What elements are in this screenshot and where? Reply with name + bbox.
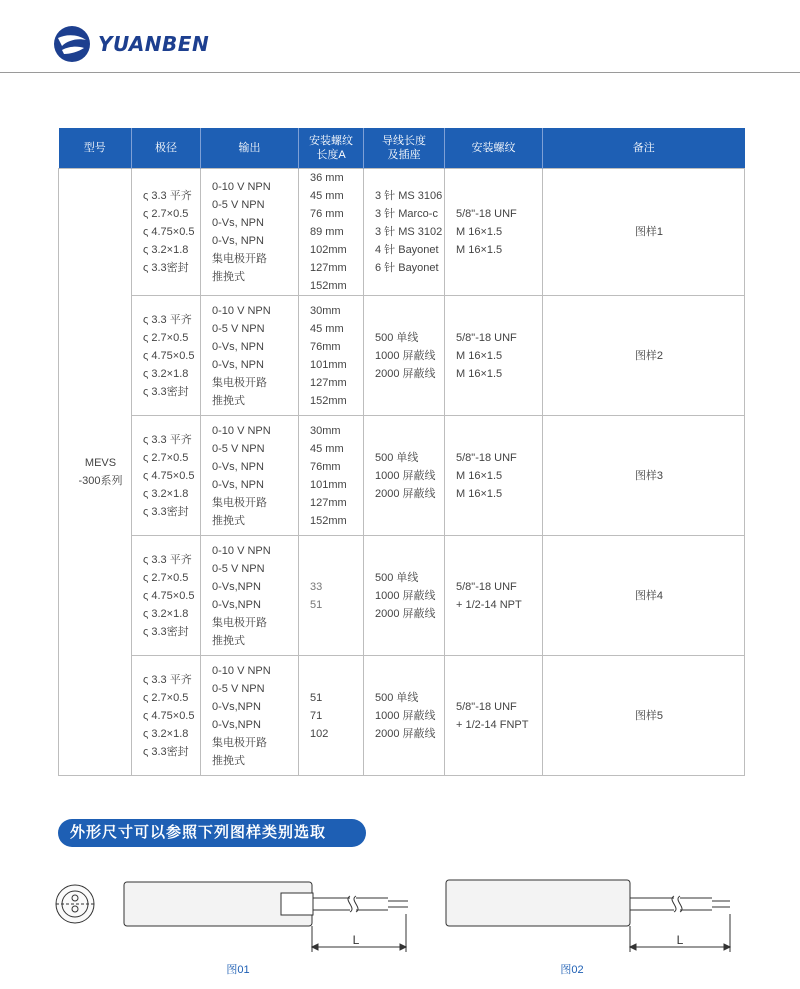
cell-line: 152mm — [310, 280, 347, 292]
cell-line: 集电极开路 — [212, 253, 267, 265]
cell-line: ς 4.75×0.5 — [143, 469, 195, 482]
brand-name: YUANBEN — [98, 32, 210, 56]
cell-line: M 16×1.5 — [456, 367, 503, 380]
cell-line: 0-Vs,NPN — [212, 718, 261, 731]
cell-line: 45 mm — [310, 442, 344, 455]
figure-02-dim-label: L — [676, 933, 684, 947]
cell-line: 0-10 V NPN — [212, 181, 271, 193]
header-text: 备注 — [632, 142, 655, 154]
cell-line: 51 — [310, 598, 323, 611]
cell-line: ς 3.3密封 — [143, 745, 189, 758]
wire-leads — [388, 901, 408, 907]
cell-line: 3 针 Marco-c — [375, 208, 438, 220]
header-model — [59, 128, 132, 169]
cell-line: 500 单线 — [375, 691, 419, 704]
table-row — [59, 296, 745, 416]
cable-outer-3 — [630, 898, 674, 910]
note-cell: 图样2 — [543, 296, 745, 416]
cell-line: 0-5 V NPN — [212, 682, 265, 695]
figure-02-drawing — [446, 880, 730, 952]
model-text: MEVS — [84, 457, 117, 469]
cell-line: 1000 屏蔽线 — [375, 469, 436, 482]
cell-line: 30mm — [310, 304, 341, 317]
cable-outer — [313, 898, 350, 910]
figure-01-caption: 图01 — [226, 964, 250, 976]
header-length — [299, 128, 364, 169]
cell-line: ς 3.2×1.8 — [143, 727, 189, 740]
header-text: 输出 — [238, 142, 261, 154]
cell-line: 5/8"-18 UNF — [456, 700, 517, 713]
cell-line: M 16×1.5 — [456, 349, 503, 362]
cell-line: 集电极开路 — [212, 736, 267, 749]
note-cell: 图样4 — [543, 536, 745, 656]
cell-line: 45 mm — [310, 190, 344, 202]
cell-line: 推挽式 — [212, 634, 245, 647]
cell-line: ς 4.75×0.5 — [143, 349, 195, 362]
output-cell — [201, 536, 299, 656]
cell-line: 0-5 V NPN — [212, 322, 265, 335]
cell-line: 2000 屏蔽线 — [375, 367, 436, 380]
cell-line: 0-Vs, NPN — [212, 358, 264, 371]
cell-line: 推挽式 — [212, 271, 245, 283]
wire-leads-2 — [712, 901, 730, 907]
cell-line: ς 3.2×1.8 — [143, 244, 189, 256]
cell-line: 45 mm — [310, 322, 344, 335]
pole-cell — [132, 536, 201, 656]
outline-drawing-svg — [0, 860, 800, 984]
cell-line: 76 mm — [310, 208, 344, 220]
length-cell — [299, 296, 364, 416]
cell-line: ς 2.7×0.5 — [143, 331, 189, 344]
cell-line: ς 3.3密封 — [143, 385, 189, 398]
cell-line: + 1/2-14 NPT — [456, 598, 522, 611]
cell-line: + 1/2-14 FNPT — [456, 718, 529, 731]
cell-line: M 16×1.5 — [456, 226, 503, 238]
cell-line: 集电极开路 — [212, 496, 267, 509]
cell-line: 0-Vs, NPN — [212, 217, 264, 229]
cell-line: 集电极开路 — [212, 616, 267, 629]
cell-line: 76mm — [310, 460, 341, 473]
table-row — [59, 169, 745, 296]
cell-line: M 16×1.5 — [456, 244, 503, 256]
cell-line: ς 4.75×0.5 — [143, 589, 195, 602]
cell-line: 36 mm — [310, 172, 344, 184]
cell-line: 5/8"-18 UNF — [456, 208, 517, 220]
cell-line: 0-5 V NPN — [212, 199, 265, 211]
length-cell — [299, 169, 364, 296]
cell-line: 5/8"-18 UNF — [456, 331, 517, 344]
thread-cell — [445, 656, 543, 776]
cable-outer-2 — [356, 898, 388, 910]
output-cell — [201, 416, 299, 536]
pole-cell — [132, 169, 201, 296]
header-text: 及插座 — [387, 149, 421, 161]
cell-line: 127mm — [310, 262, 347, 274]
cell-line: ς 3.3 平齐 — [143, 433, 192, 446]
cell-line: ς 3.3密封 — [143, 625, 189, 638]
wire-cell — [364, 656, 445, 776]
cell-line: 500 单线 — [375, 571, 419, 584]
cell-line: 2000 屏蔽线 — [375, 487, 436, 500]
note-cell: 图样1 — [543, 169, 745, 296]
cell-line: ς 2.7×0.5 — [143, 451, 189, 464]
cell-line: 0-10 V NPN — [212, 424, 271, 437]
cell-line: 3 针 MS 3102 — [375, 226, 443, 238]
header-divider — [0, 72, 800, 73]
header-text: 型号 — [83, 142, 106, 154]
cell-line: 500 单线 — [375, 331, 419, 344]
outline-drawings — [0, 860, 800, 984]
cell-line: 51 — [310, 691, 323, 704]
cell-line: 6 针 Bayonet — [375, 262, 439, 274]
yuanben-logo-icon — [52, 24, 92, 64]
thread-cell — [445, 296, 543, 416]
cell-line: 0-10 V NPN — [212, 664, 271, 677]
cell-line: 集电极开路 — [212, 376, 267, 389]
table-header-row — [59, 128, 745, 169]
wire-cell — [364, 416, 445, 536]
pole-cell — [132, 656, 201, 776]
cell-line: 152mm — [310, 514, 347, 527]
header-text: 安装螺纹 — [309, 135, 353, 147]
table-row — [59, 536, 745, 656]
cell-line: ς 4.75×0.5 — [143, 709, 195, 722]
cell-line: 0-10 V NPN — [212, 544, 271, 557]
header-wire — [364, 128, 445, 169]
cell-line: ς 3.3 平齐 — [143, 553, 192, 566]
pole-cell — [132, 416, 201, 536]
cell-line: 0-5 V NPN — [212, 562, 265, 575]
spec-table — [58, 128, 745, 776]
length-cell — [299, 416, 364, 536]
cell-line: 0-Vs, NPN — [212, 460, 264, 473]
cell-line: 30mm — [310, 424, 341, 437]
header-text: 安装螺纹 — [471, 142, 516, 154]
output-cell — [201, 656, 299, 776]
cell-line: ς 3.2×1.8 — [143, 367, 189, 380]
header-output — [201, 128, 299, 169]
cell-line: 0-Vs, NPN — [212, 340, 264, 353]
wire-cell — [364, 536, 445, 656]
note-cell: 图样3 — [543, 416, 745, 536]
note-cell: 图样5 — [543, 656, 745, 776]
cell-line: 127mm — [310, 496, 347, 509]
cell-line: ς 2.7×0.5 — [143, 691, 189, 704]
wire-cell — [364, 296, 445, 416]
cell-line: 76mm — [310, 340, 341, 353]
length-cell — [299, 536, 364, 656]
figure-01-dim-label: L — [352, 933, 360, 947]
cell-line: M 16×1.5 — [456, 487, 503, 500]
cell-line: 0-Vs,NPN — [212, 580, 261, 593]
sensor-body-2 — [446, 880, 630, 926]
cell-line: 101mm — [310, 478, 347, 491]
cell-line: ς 4.75×0.5 — [143, 226, 195, 238]
sensor-connector — [281, 893, 313, 915]
cell-line: 1000 屏蔽线 — [375, 589, 436, 602]
cell-line: 推挽式 — [212, 394, 245, 407]
section-title: 外形尺寸可以参照下列图样类别选取 — [58, 819, 366, 847]
header-text: 极径 — [155, 142, 177, 154]
pole-cell — [132, 296, 201, 416]
figure-02-caption: 图02 — [560, 964, 584, 976]
cell-line: 152mm — [310, 394, 347, 407]
model-cell — [59, 169, 132, 776]
cell-line: 71 — [310, 709, 323, 722]
cell-line: 102mm — [310, 244, 347, 256]
length-cell — [299, 656, 364, 776]
wire-cell — [364, 169, 445, 296]
cell-line: 101mm — [310, 358, 347, 371]
cell-line: ς 2.7×0.5 — [143, 571, 189, 584]
brand-logo — [52, 24, 209, 64]
header-note — [543, 128, 745, 169]
cell-line: 0-5 V NPN — [212, 442, 265, 455]
cell-line: 推挽式 — [212, 514, 245, 527]
cell-line: 0-Vs, NPN — [212, 478, 264, 491]
thread-cell — [445, 416, 543, 536]
cell-line: 推挽式 — [212, 754, 245, 767]
header-text: 长度A — [316, 149, 346, 161]
output-cell — [201, 296, 299, 416]
cell-line: 5/8"-18 UNF — [456, 451, 517, 464]
thread-cell — [445, 169, 543, 296]
cell-line: 102 — [310, 727, 329, 740]
cell-line: ς 3.2×1.8 — [143, 487, 189, 500]
cell-line: ς 3.2×1.8 — [143, 607, 189, 620]
table-row — [59, 416, 745, 536]
cell-line: ς 3.3 平齐 — [143, 190, 192, 202]
cell-line: 1000 屏蔽线 — [375, 709, 436, 722]
cell-line: ς 2.7×0.5 — [143, 208, 189, 220]
cell-line: 2000 屏蔽线 — [375, 607, 436, 620]
header-thread — [445, 128, 543, 169]
cell-line: ς 3.3密封 — [143, 262, 189, 274]
thread-cell — [445, 536, 543, 656]
cell-line: 5/8"-18 UNF — [456, 580, 517, 593]
header-text: 导线长度 — [382, 135, 426, 147]
cell-line: ς 3.3密封 — [143, 505, 189, 518]
cell-line: 4 针 Bayonet — [375, 244, 439, 256]
cell-line: 0-10 V NPN — [212, 304, 271, 317]
cell-line: 33 — [310, 580, 323, 593]
cell-line: 127mm — [310, 376, 347, 389]
cell-line: ς 3.3 平齐 — [143, 673, 192, 686]
cell-line: 2000 屏蔽线 — [375, 727, 436, 740]
table-row — [59, 656, 745, 776]
cable-outer-4 — [680, 898, 712, 910]
cell-line: 3 针 MS 3106 — [375, 190, 443, 202]
cell-line: 500 单线 — [375, 451, 419, 464]
output-cell — [201, 169, 299, 296]
cell-line: 0-Vs,NPN — [212, 598, 261, 611]
model-text: -300系列 — [78, 475, 123, 487]
cell-line: M 16×1.5 — [456, 469, 503, 482]
cell-line: 1000 屏蔽线 — [375, 349, 436, 362]
cell-line: 0-Vs,NPN — [212, 700, 261, 713]
cell-line: ς 3.3 平齐 — [143, 313, 192, 326]
cell-line: 0-Vs, NPN — [212, 235, 264, 247]
header-pole — [132, 128, 201, 169]
cell-line: 89 mm — [310, 226, 344, 238]
